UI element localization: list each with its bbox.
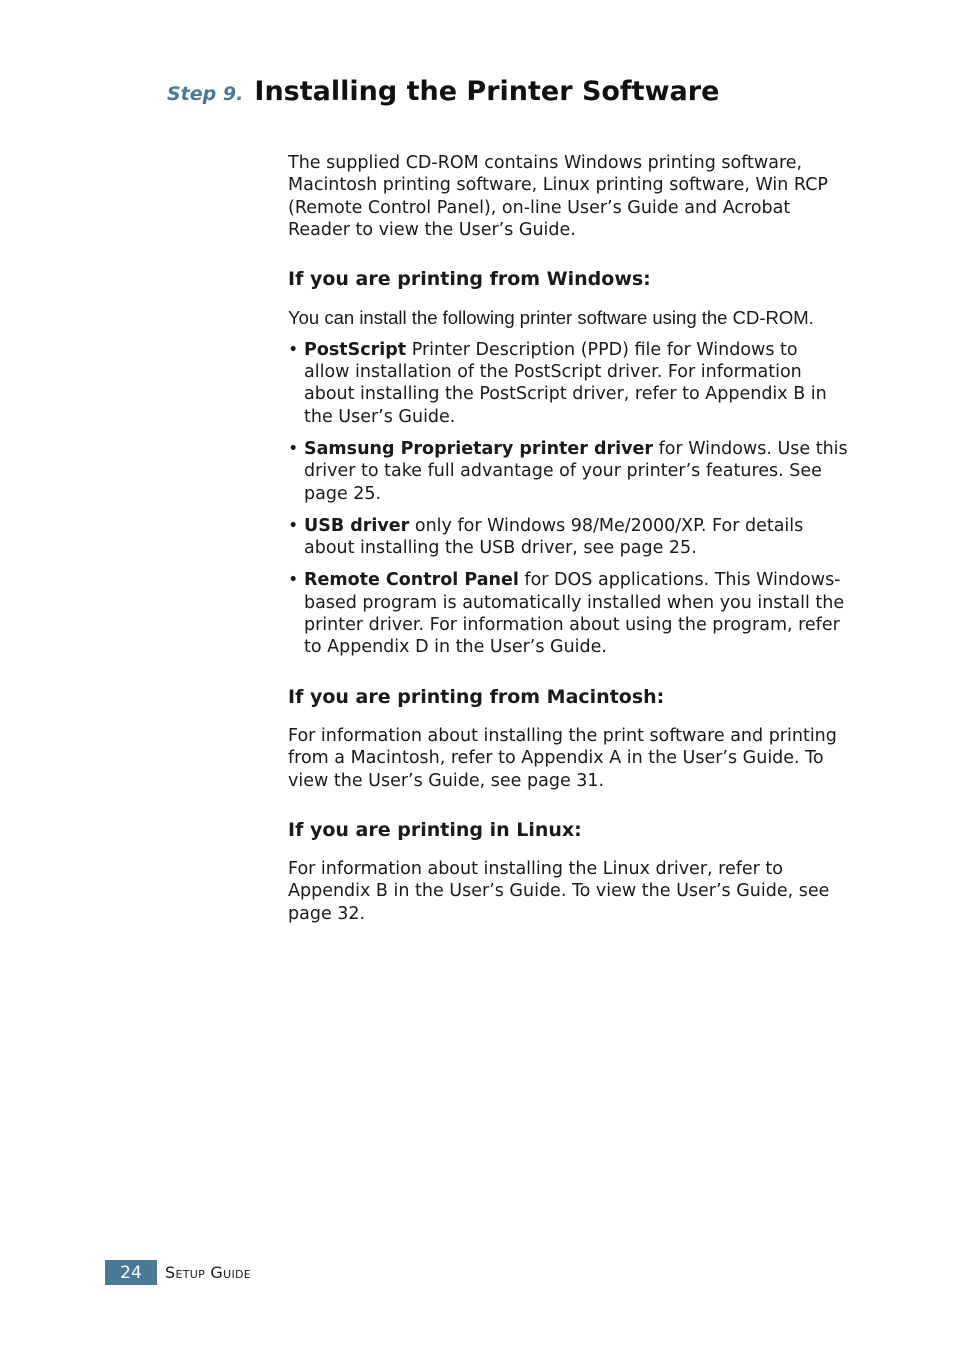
list-item [288,339,848,428]
bullet-icon: • [288,570,299,591]
list-item-term: PostScript [304,339,407,360]
list-item-text: only for Windows 98/Me/2000/XP. For details about installing the USB driver, see page 25. [304,515,804,559]
list-item-text: for Windows. Use this driver to take full advantage of your printer’s features. See page 25. [304,438,848,504]
main-content [288,152,848,925]
windows-heading: If you are printing from Windows: [288,268,651,291]
linux-heading: If you are printing in Linux: [288,818,582,841]
page-footer [105,1260,251,1285]
macintosh-heading: If you are printing from Macintosh: [288,685,665,708]
intro-paragraph: The supplied CD-ROM contains Windows printing software, Macintosh printing software, Linux printing software, Win RCP (Remote Control Panel), on-line User’s Guide and Acrobat Reader to view the User’s Guide. [288,153,828,240]
page-title: Installing the Printer Software [254,76,720,107]
list-item-text: for DOS applications. This Windows-based program is automatically installed when you install the printer driver. For information about using the program, refer to Appendix D in the User’s Guide. [304,570,845,658]
list-item [288,569,848,658]
list-item-term: Samsung Proprietary printer driver [304,438,654,459]
bullet-icon: • [288,339,299,360]
windows-intro: You can install the following printer software using the CD-ROM. [288,307,814,329]
list-item [288,515,848,560]
list-item [288,438,848,505]
list-item-term: USB driver [304,515,410,536]
macintosh-paragraph: For information about installing the print software and printing from a Macintosh, refer to Appendix A in the User’s Guide. To view the User’s Guide, see page 31. [288,725,837,791]
bullet-icon: • [288,438,299,459]
page-heading [167,76,719,107]
bullet-icon: • [288,515,299,536]
list-item-term: Remote Control Panel [304,570,519,591]
list-item-text: Printer Description (PPD) file for Windows to allow installation of the PostScript driver. For information about installing the PostScript driver, refer to Appendix B in the User’s Guide. [304,339,827,427]
windows-software-list [288,339,848,659]
guide-title: Setup Guide [165,1263,252,1282]
step-label: Step 9. [167,83,244,105]
page-number: 24 [105,1260,157,1285]
linux-paragraph: For information about installing the Linux driver, refer to Appendix B in the User’s Guide. To view the User’s Guide, see page 32. [288,859,830,924]
